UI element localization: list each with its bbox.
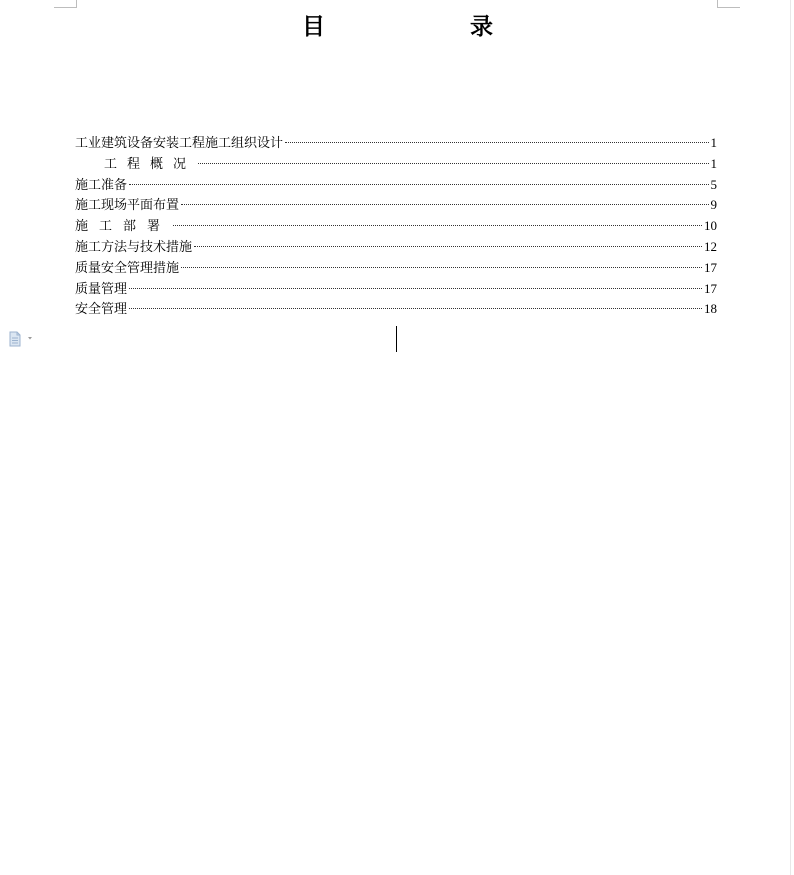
toc-dot-leader [173, 225, 702, 226]
margin-corner-mark-right [717, 0, 740, 8]
toc-entry-page: 17 [704, 280, 717, 296]
text-cursor [396, 326, 397, 352]
toc-entry[interactable] [75, 175, 717, 196]
toc-entry-label: 质量安全管理措施 [75, 260, 180, 276]
toc-entry-label: 工业建筑设备安装工程施工组织设计 [75, 136, 284, 151]
toc-dot-leader [129, 308, 702, 309]
toc-entry-page: 1 [710, 155, 717, 171]
toc-entry[interactable] [75, 154, 717, 175]
toc-entry-label: 安全管理 [75, 302, 128, 318]
toc-dot-leader [285, 142, 708, 143]
toc-dot-leader [181, 204, 708, 205]
toc-entry-page: 12 [704, 238, 717, 254]
toc-dot-leader [129, 288, 702, 289]
toc-entry[interactable] [75, 258, 717, 279]
toc-entry-page: 1 [710, 135, 717, 150]
toc-dot-leader [129, 184, 708, 185]
toc-entry-page: 18 [704, 301, 717, 317]
toc-entry[interactable] [75, 279, 717, 300]
page-edge [790, 0, 791, 875]
toc-entry-label: 施工现场平面布置 [75, 198, 180, 214]
toc-entry[interactable] [75, 237, 717, 258]
document-options-icon[interactable] [9, 331, 37, 347]
toc-entry-page: 5 [710, 176, 717, 192]
margin-corner-mark-left [54, 0, 77, 8]
toc-entry[interactable] [75, 133, 717, 154]
toc-dot-leader [181, 267, 702, 268]
toc-entry[interactable] [75, 216, 717, 237]
toc-entry-page: 10 [704, 218, 717, 234]
toc-entry-label: 施工方法与技术措施 [75, 239, 193, 255]
toc-entry-page: 9 [710, 197, 717, 213]
toc-entry[interactable] [75, 195, 717, 216]
toc-entry[interactable] [75, 299, 717, 320]
toc-dot-leader [198, 163, 708, 164]
toc-entry-page: 17 [704, 259, 717, 275]
toc-title [0, 12, 794, 42]
toc-entry-label: 施工准备 [75, 177, 128, 193]
toc-title-char-2: 录 [470, 13, 493, 40]
toc-dot-leader [194, 246, 702, 247]
toc-title-char-1: 目 [302, 13, 325, 40]
toc-entry-label: 施工部署 [75, 219, 172, 235]
toc-entry-label: 质量管理 [75, 281, 128, 297]
toc-entry-label: 工程概况 [104, 156, 197, 172]
table-of-contents [75, 133, 717, 320]
